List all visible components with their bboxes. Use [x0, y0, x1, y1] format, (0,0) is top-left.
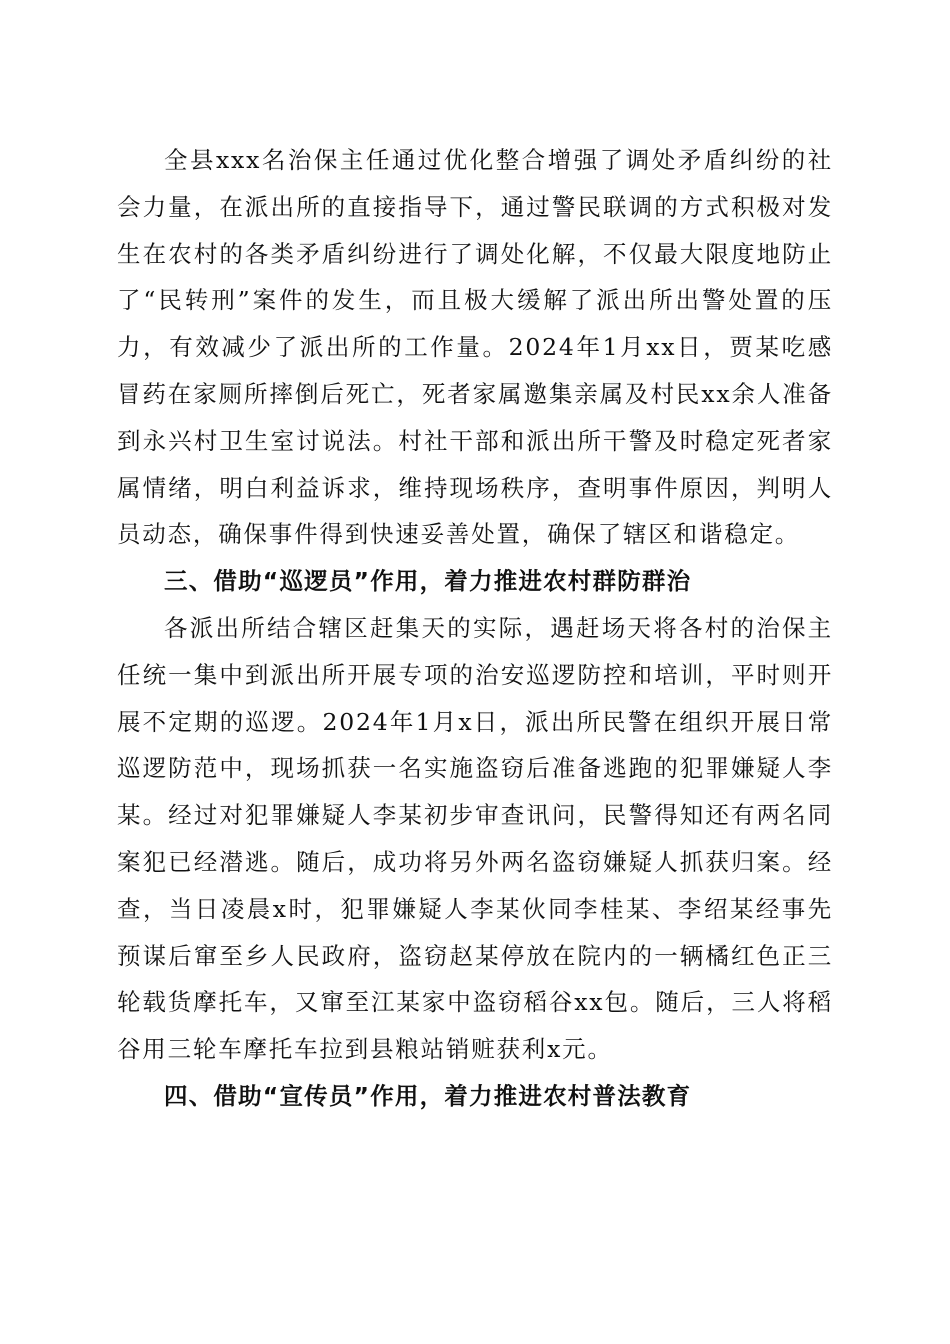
- document-body: [117, 137, 833, 1120]
- section-heading-patrol: 三、借助“巡逻员”作用，着力推进农村群防群治: [164, 567, 692, 596]
- paragraph-patrol: 各派出所结合辖区赶集天的实际，遇赶场天将各村的治保主任统一集中到派出所开展专项的治安巡逻防控和培训，平时则开展不定期的巡逻。2024年1月x日，派出所民警在组织开展日常巡逻防范中，现场抓获一名实施盗窃后准备逃跑的犯罪嫌疑人李某。经过对犯罪嫌疑人李某初步审查讯问，民警得知还有两名同案犯已经潜逃。随后，成功将另外两名盗窃嫌疑人抓获归案。经查，当日凌晨x时，犯罪嫌疑人李某伙同李桂某、李绍某经事先预谋后窜至乡人民政府，盗窃赵某停放在院内的一辆橘红色正三轮载货摩托车，又窜至江某家中盗窃稻谷xx包。随后，三人将稻谷用三轮车摩托车拉到县粮站销赃获利x元。: [117, 613, 833, 1064]
- section-heading-publicity: 四、借助“宣传员”作用，着力推进农村普法教育: [164, 1081, 692, 1110]
- paragraph-mediation: 全县xxx名治保主任通过优化整合增强了调处矛盾纠纷的社会力量，在派出所的直接指导下，通过警民联调的方式积极对发生在农村的各类矛盾纠纷进行了调处化解，不仅最大限度地防止了“民转刑”案件的发生，而且极大缓解了派出所出警处置的压力，有效减少了派出所的工作量。2024年1月xx日，贾某吃感冒药在家厕所摔倒后死亡，死者家属邀集亲属及村民xx余人准备到永兴村卫生室讨说法。村社干部和派出所干警及时稳定死者家属情绪，明白利益诉求，维持现场秩序，查明事件原因，判明人员动态，确保事件得到快速妥善处置，确保了辖区和谐稳定。: [117, 146, 833, 549]
